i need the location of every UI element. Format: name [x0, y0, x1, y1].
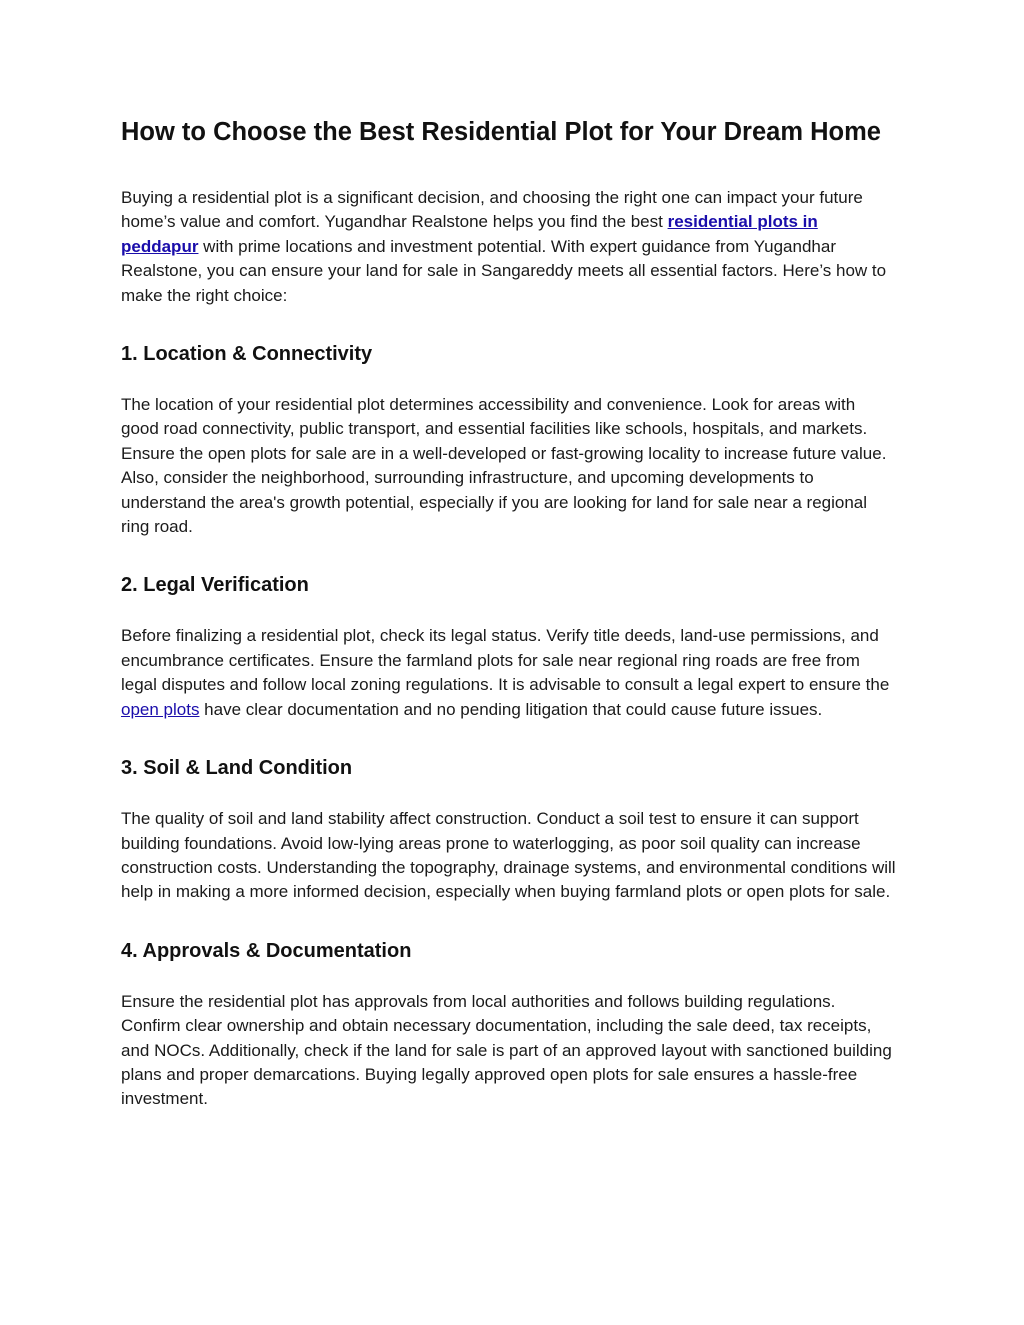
- legal-text-before: Before finalizing a residential plot, check its legal status. Verify title deeds, land-use permissions, and encumbrance certificates. Ensure the farmland plots for sale near regional ring roads are free from legal disputes and follow local zoning regulations. It is advisable to consult a legal expert to ensure the: [121, 626, 890, 695]
- section-heading-location: 1. Location & Connectivity: [121, 343, 373, 366]
- open-plots-link[interactable]: open plots: [121, 699, 200, 719]
- intro-paragraph: [121, 186, 896, 308]
- page-title: How to Choose the Best Residential Plot for Your Dream Home: [121, 118, 881, 146]
- intro-text-after: with prime locations and investment potential. With expert guidance from Yugandhar Realstone, you can ensure your land for sale in Sangareddy meets all essential factors. Here’s how to make the right choice:: [121, 236, 887, 305]
- section-body-soil: The quality of soil and land stability affect construction. Conduct a soil test to ensure it can support building foundations. Avoid low-lying areas prone to waterlogging, as poor soil quality can increase construction costs. Understanding the topography, drainage systems, and environmental conditions will help in making a more informed decision, especially when buying farmland plots or open plots for sale.: [121, 809, 896, 902]
- section-heading-soil: 3. Soil & Land Condition: [121, 757, 353, 780]
- residential-plots-link[interactable]: residential plots in peddapur: [121, 212, 818, 256]
- section-body-location: The location of your residential plot determines accessibility and convenience. Look for areas with good road connectivity, public transport, and essential facilities like schools, hospitals, and markets. Ensure the open plots for sale are in a well-developed or fast-growing locality to increase future value. Also, consider the neighborhood, surrounding infrastructure, and upcoming developments to understand the area's growth potential, especially if you are looking for land for sale near a regional ring road.: [121, 395, 887, 537]
- document-page: [121, 114, 896, 1112]
- section-body-legal: [121, 624, 896, 722]
- legal-text-after: have clear documentation and no pending litigation that could cause future issues.: [199, 699, 823, 719]
- intro-text-before: Buying a residential plot is a significant decision, and choosing the right one can impact your future home’s value and comfort. Yugandhar Realstone helps you find the best: [121, 188, 863, 232]
- section-heading-approvals: 4. Approvals & Documentation: [121, 939, 412, 962]
- section-body-approvals: Ensure the residential plot has approvals from local authorities and follows building regulations. Confirm clear ownership and obtain necessary documentation, including the sale deed, tax receipts, and NOCs. Additionally, check if the land for sale is part of an approved layout with sanctioned building plans and proper demarcations. Buying legally approved open plots for sale ensures a hassle-free investment.: [121, 991, 892, 1109]
- section-heading-legal: 2. Legal Verification: [121, 574, 309, 597]
